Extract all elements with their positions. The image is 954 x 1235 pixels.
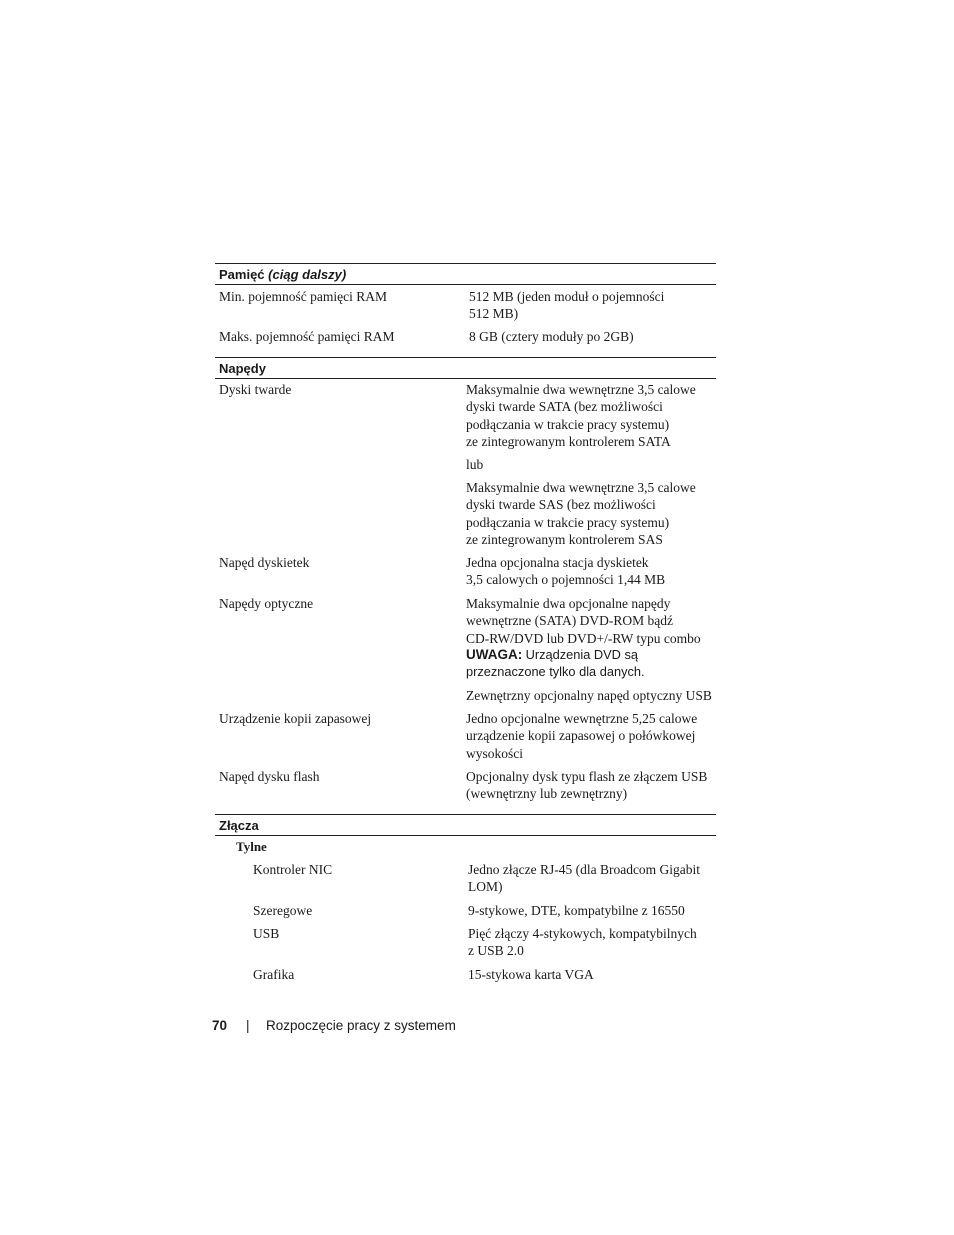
spec-value-flash	[466, 768, 707, 803]
value-line: urządzenie kopii zapasowej o połówkowej	[466, 728, 696, 744]
spec-value-max-ram: 8 GB (cztery moduły po 2GB)	[469, 329, 634, 344]
footer-chapter-title: Rozpoczęcie pracy z systemem	[266, 1018, 456, 1033]
spec-label-serial: Szeregowe	[253, 903, 313, 918]
value-line: 512 MB (jeden moduł o pojemności	[469, 289, 665, 304]
value-line: CD-RW/DVD lub DVD+/-RW typu combo	[466, 630, 701, 646]
value-line: ze zintegrowanym kontrolerem SATA	[466, 433, 671, 449]
spec-label-usb: USB	[253, 926, 280, 941]
section-header-connectors	[215, 814, 716, 836]
value-line: Opcjonalny dysk typu flash ze złączem USB	[466, 769, 708, 784]
value-line: Jedno złącze RJ-45 (dla Broadcom Gigabit	[468, 862, 701, 877]
section-title-drives: Napędy	[219, 361, 266, 376]
note-text: Urządzenia DVD są	[525, 647, 638, 662]
section-header-drives	[215, 357, 716, 379]
value-line: Maksymalnie dwa opcjonalne napędy	[466, 596, 671, 611]
section-title-memory: Pamięć	[219, 267, 265, 282]
spec-label-backup: Urządzenie kopii zapasowej	[219, 711, 372, 726]
spec-value-nic	[468, 861, 700, 896]
value-line: LOM)	[468, 879, 503, 895]
value-line: Pięć złączy 4-stykowych, kompatybilnych	[468, 926, 697, 941]
note-dvd	[466, 646, 645, 681]
spec-value-graphics: 15-stykowa karta VGA	[468, 967, 594, 982]
section-title-suffix: (ciąg dalszy)	[268, 267, 347, 282]
spec-label-flash: Napęd dysku flash	[219, 769, 320, 784]
spec-value-hdd-or: lub	[466, 457, 484, 472]
value-line: 512 MB)	[469, 306, 519, 322]
spec-value-optical-external: Zewnętrzny opcjonalny napęd optyczny USB	[466, 688, 712, 703]
value-line: dyski twarde SATA (bez możliwości	[466, 399, 663, 415]
value-line: Maksymalnie dwa wewnętrzne 3,5 calowe	[466, 480, 696, 495]
spec-label-floppy: Napęd dyskietek	[219, 555, 310, 570]
value-line: Maksymalnie dwa wewnętrzne 3,5 calowe	[466, 382, 696, 397]
spec-label-graphics: Grafika	[253, 967, 295, 982]
footer-separator: |	[246, 1018, 250, 1033]
spec-value-hdd-sata	[466, 381, 696, 450]
page-number: 70	[212, 1018, 228, 1033]
spec-value-min-ram	[469, 288, 664, 323]
spec-label-min-ram: Min. pojemność pamięci RAM	[219, 289, 387, 304]
value-line: Jedno opcjonalne wewnętrzne 5,25 calowe	[466, 711, 698, 726]
value-line: dyski twarde SAS (bez możliwości	[466, 497, 656, 513]
value-line: 3,5 calowych o pojemności 1,44 MB	[466, 572, 666, 588]
value-line: wysokości	[466, 745, 523, 761]
value-line: z USB 2.0	[468, 943, 524, 959]
value-line: wewnętrzne (SATA) DVD-ROM bądź	[466, 613, 673, 629]
spec-value-hdd-sas	[466, 479, 696, 548]
spec-value-serial: 9-stykowe, DTE, kompatybilne z 16550	[468, 903, 685, 918]
spec-value-optical	[466, 595, 701, 647]
spec-label-nic: Kontroler NIC	[253, 862, 333, 877]
value-line: Jedna opcjonalna stacja dyskietek	[466, 555, 649, 570]
section-title-connectors: Złącza	[219, 818, 259, 833]
spec-value-usb	[468, 925, 697, 960]
spec-label-hdd: Dyski twarde	[219, 382, 292, 397]
value-line: podłączania w trakcie pracy systemu)	[466, 416, 670, 432]
section-header-memory	[215, 263, 716, 285]
spec-value-floppy	[466, 554, 665, 589]
subheading-rear: Tylne	[236, 839, 267, 854]
value-line: (wewnętrzny lub zewnętrzny)	[466, 786, 628, 802]
value-line: ze zintegrowanym kontrolerem SAS	[466, 531, 663, 547]
note-label: UWAGA:	[466, 647, 523, 662]
spec-value-backup	[466, 710, 697, 762]
note-text: przeznaczone tylko dla danych.	[466, 664, 645, 680]
spec-label-optical: Napędy optyczne	[219, 596, 314, 611]
spec-label-max-ram: Maks. pojemność pamięci RAM	[219, 329, 395, 344]
value-line: podłączania w trakcie pracy systemu)	[466, 514, 670, 530]
